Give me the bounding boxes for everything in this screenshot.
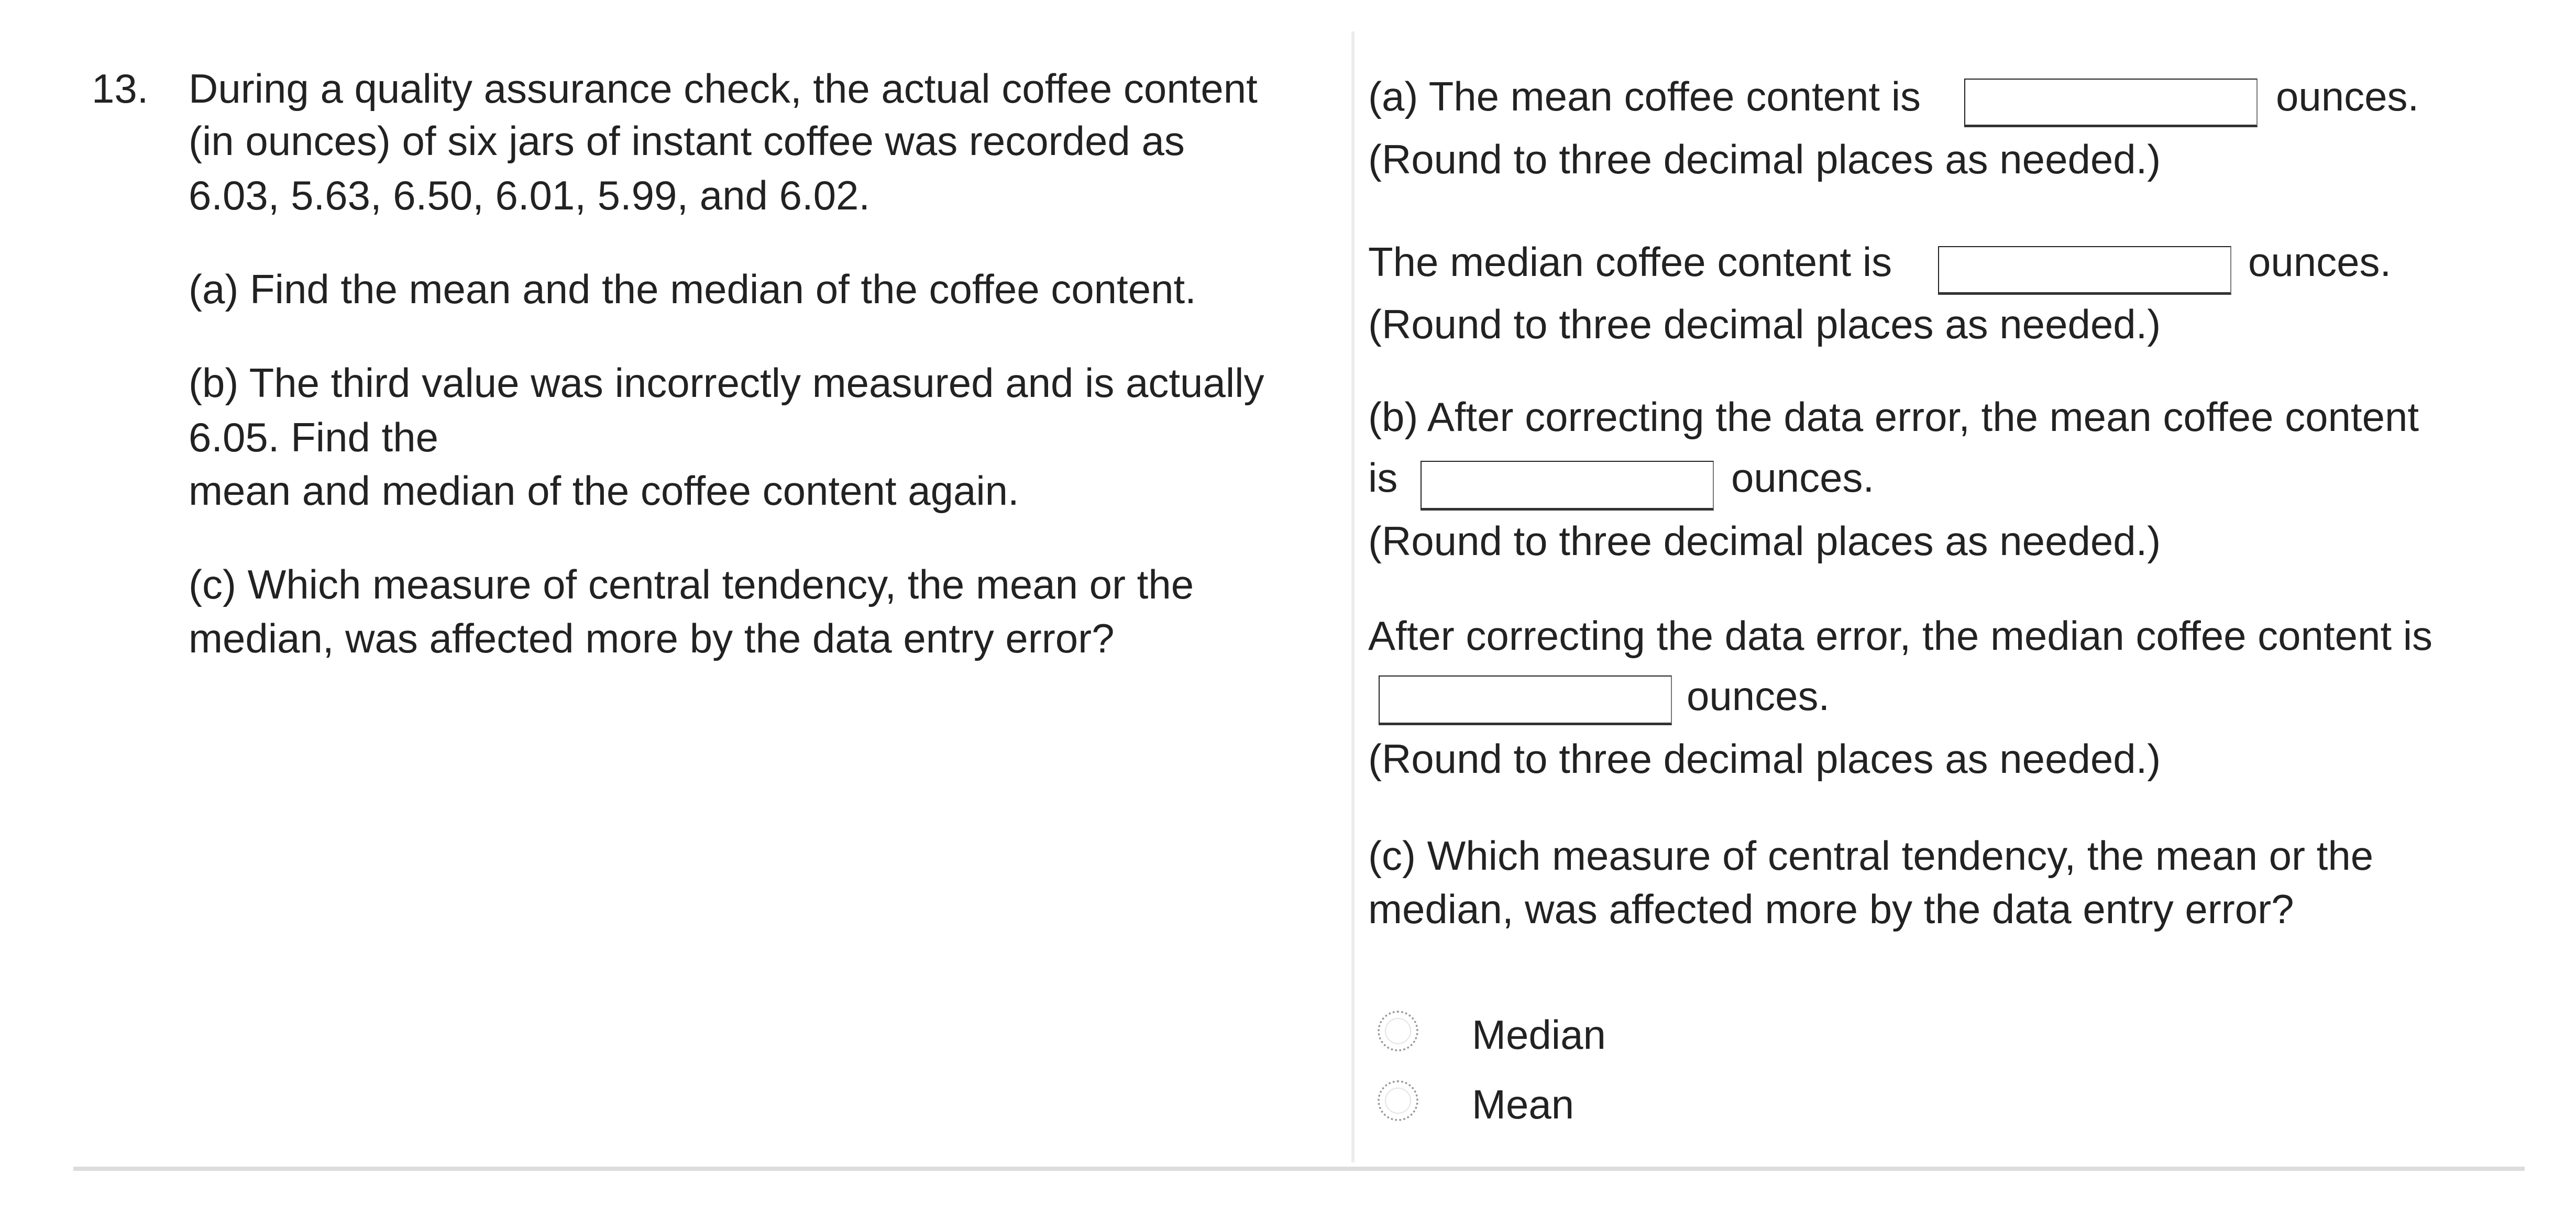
question-part-b-line-3: mean and median of the coffee content again. [189, 468, 1019, 514]
question-part-b-line-1: (b) The third value was incorrectly measured and is actually [189, 360, 1264, 406]
question-part-b-line-2: 6.05. Find the [189, 414, 438, 460]
question-number: 13. [92, 65, 149, 112]
question-stem-line-1: During a quality assurance check, the actual coffee content [189, 65, 1258, 112]
answer-c-question-line-1: (c) Which measure of central tendency, the mean or the [1368, 833, 2374, 879]
question-part-c-line-2: median, was affected more by the data entry error? [189, 615, 1115, 661]
answer-b-median-input[interactable] [1379, 675, 1672, 725]
answer-b-median-unit: ounces. [1687, 673, 1830, 719]
answer-a-median-input[interactable] [1938, 246, 2231, 295]
option-median-label[interactable]: Median [1472, 1012, 1606, 1058]
answer-b-mean-label-line-2: is [1368, 455, 1398, 501]
answer-b-mean-input[interactable] [1421, 461, 1714, 511]
option-mean-label[interactable]: Mean [1472, 1081, 1575, 1127]
question-stem-line-3: 6.03, 5.63, 6.50, 6.01, 5.99, and 6.02. [189, 172, 871, 218]
answer-b-mean-round-note: (Round to three decimal places as needed.) [1368, 518, 2161, 564]
answer-a-mean-label: (a) The mean coffee content is [1368, 73, 1921, 119]
answer-b-mean-label-line-1: (b) After correcting the data error, the mean coffee content [1368, 394, 2419, 440]
answer-b-median-round-note: (Round to three decimal places as needed.) [1368, 736, 2161, 782]
answer-a-mean-round-note: (Round to three decimal places as needed.) [1368, 136, 2161, 182]
option-median-radio[interactable] [1378, 1011, 1418, 1051]
answer-c-question-line-2: median, was affected more by the data entry error? [1368, 886, 2294, 932]
question-part-c-line-1: (c) Which measure of central tendency, the mean or the [189, 561, 1194, 607]
question-part-a: (a) Find the mean and the median of the coffee content. [189, 266, 1196, 312]
answer-a-mean-input[interactable] [1964, 79, 2258, 127]
bottom-rule [73, 1167, 2525, 1171]
answer-a-median-label: The median coffee content is [1368, 239, 1892, 285]
column-divider [1351, 31, 1355, 1162]
answer-a-median-round-note: (Round to three decimal places as needed.) [1368, 301, 2161, 347]
answer-a-median-unit: ounces. [2248, 239, 2392, 285]
answer-b-median-label: After correcting the data error, the median coffee content is [1368, 613, 2433, 659]
answer-b-mean-unit: ounces. [1731, 455, 1875, 501]
question-stem-line-2: (in ounces) of six jars of instant coffee was recorded as [189, 118, 1185, 164]
option-mean-radio[interactable] [1378, 1080, 1418, 1121]
answer-a-mean-unit: ounces. [2276, 73, 2419, 119]
